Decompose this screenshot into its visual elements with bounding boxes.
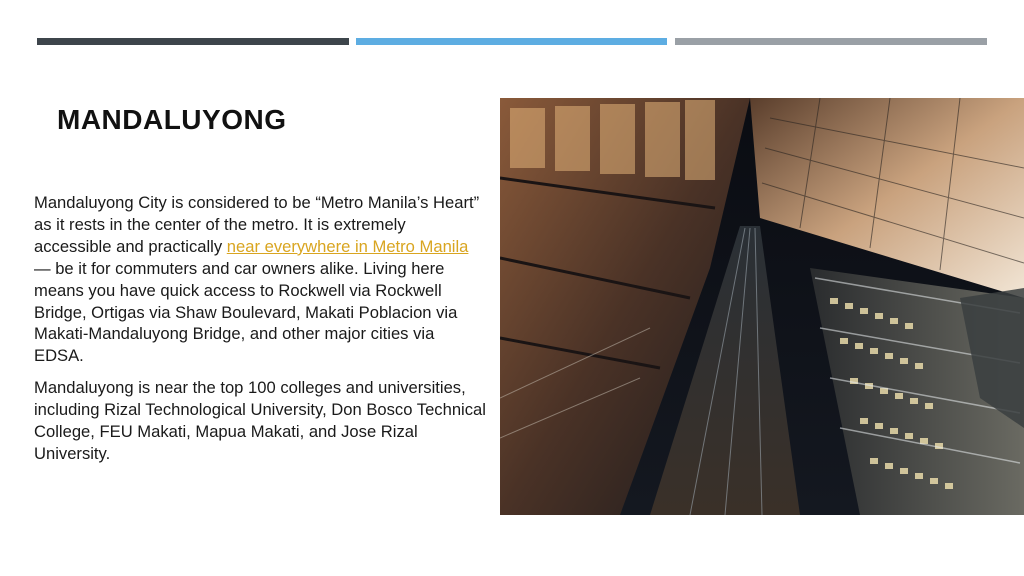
- paragraph-accessibility: [34, 192, 486, 367]
- slide-title: MANDALUYONG: [57, 104, 287, 135]
- paragraph-universities: Mandaluyong is near the top 100 colleges and universities, including Rizal Technological University, Don Bosco Technical College, FEU Makati, Mapua Makati, and Jose Rizal University.: [34, 378, 486, 463]
- skyscrapers-illustration: [500, 98, 1024, 515]
- paragraph-text-end: — be it for commuters and car owners alike. Living here means you have quick access to Rockwell via Rockwell Bridge, Ortigas via Shaw Boulevard, Makati Poblacion via Makati-Mandaluyong Bridge, and other major cities via EDSA.: [34, 258, 458, 366]
- accent-bar-gray: [675, 38, 987, 45]
- slide-body: [34, 192, 486, 475]
- skyscrapers-photo: [500, 98, 1024, 515]
- accent-bar-blue: [356, 38, 667, 45]
- accent-bar-dark: [37, 38, 349, 45]
- metro-manila-link[interactable]: near everywhere in Metro Manila: [226, 236, 469, 256]
- paragraph-text-start: Mandaluyong City is considered to be “Metro Manila’s Heart” as it rests in the center of the metro. It is extremely accessible and practically: [34, 193, 480, 256]
